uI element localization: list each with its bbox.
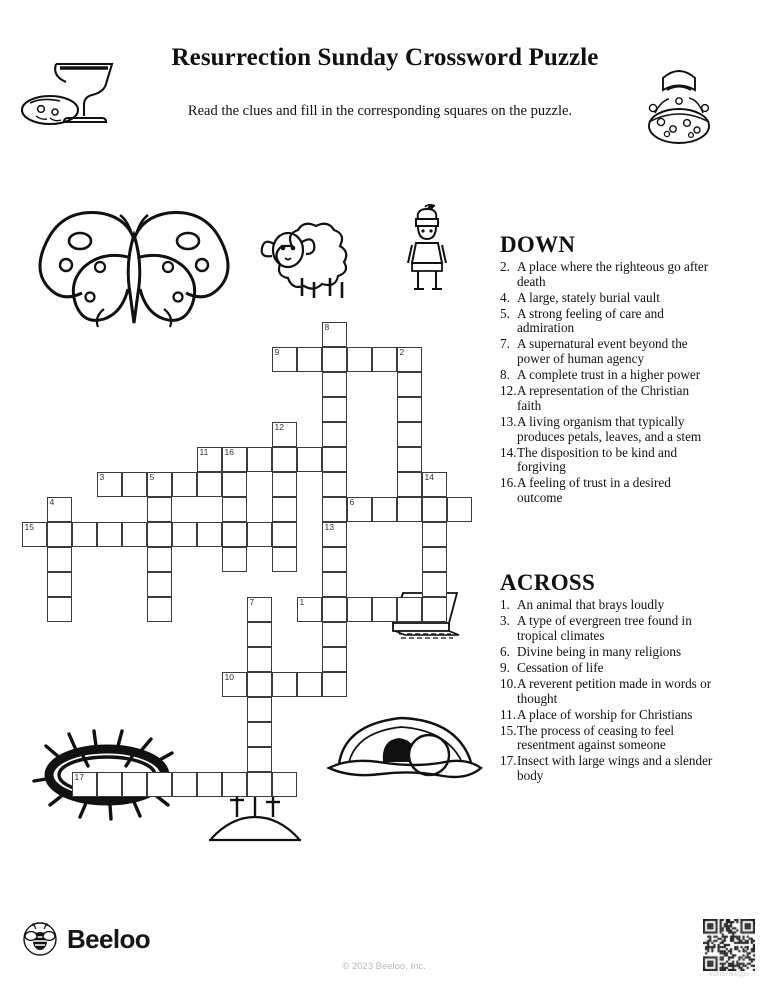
grid-cell-numbered[interactable] bbox=[97, 472, 122, 497]
grid-cell[interactable] bbox=[147, 497, 172, 522]
clue-item bbox=[500, 645, 715, 660]
grid-cell-numbered[interactable] bbox=[297, 597, 322, 622]
clue-number: 3. bbox=[500, 613, 510, 629]
clue-number: 17. bbox=[500, 753, 517, 769]
grid-cell-number: 17 bbox=[74, 772, 84, 782]
grid-cell[interactable] bbox=[397, 597, 422, 622]
across-clues-section bbox=[500, 570, 715, 785]
down-clues-section bbox=[500, 232, 715, 507]
grid-cell[interactable] bbox=[247, 647, 272, 672]
bee-icon bbox=[22, 921, 58, 957]
grid-cell[interactable] bbox=[297, 347, 322, 372]
clue-number: 10. bbox=[500, 675, 517, 691]
clue-number: 15. bbox=[500, 722, 517, 738]
grid-cell[interactable] bbox=[147, 772, 172, 797]
brand-logo bbox=[22, 921, 150, 957]
grid-cell-number: 4 bbox=[49, 497, 55, 507]
lamb-icon bbox=[258, 212, 356, 304]
grid-cell[interactable] bbox=[97, 772, 122, 797]
grid-cell[interactable] bbox=[147, 572, 172, 597]
grid-cell[interactable] bbox=[397, 372, 422, 397]
clue-item bbox=[500, 446, 715, 475]
grid-cell-numbered[interactable] bbox=[222, 672, 247, 697]
grid-cell[interactable] bbox=[297, 672, 322, 697]
clue-text: A reverent petition made in words or thought bbox=[517, 675, 712, 706]
copyright-text: © 2023 Beeloo, Inc. bbox=[342, 961, 426, 972]
grid-cell[interactable] bbox=[247, 522, 272, 547]
grid-cell[interactable] bbox=[272, 522, 297, 547]
clue-number: 11. bbox=[500, 706, 516, 722]
clue-text: Cessation of life bbox=[517, 659, 604, 675]
clue-item bbox=[500, 291, 715, 306]
grid-cell[interactable] bbox=[322, 347, 347, 372]
clue-number: 2. bbox=[500, 259, 510, 274]
clue-text: The disposition to be kind and forgiving bbox=[517, 444, 678, 475]
grid-cell[interactable] bbox=[247, 747, 272, 772]
grid-cell[interactable] bbox=[247, 672, 272, 697]
page-subtitle: Read the clues and fill in the corresponding squares on the puzzle. bbox=[187, 103, 573, 119]
grid-cell-number: 15 bbox=[24, 522, 34, 532]
grid-cell[interactable] bbox=[422, 522, 447, 547]
grid-cell-numbered[interactable] bbox=[222, 447, 247, 472]
chalice-and-bread-icon bbox=[20, 48, 120, 133]
clue-number: 4. bbox=[500, 289, 510, 305]
clue-number: 5. bbox=[500, 305, 510, 321]
grid-cell[interactable] bbox=[272, 497, 297, 522]
grid-cell[interactable] bbox=[322, 547, 347, 572]
clue-text: A type of evergreen tree found in tropical climates bbox=[517, 613, 692, 643]
grid-cell[interactable] bbox=[322, 597, 347, 622]
butterfly-icon bbox=[28, 205, 240, 350]
grid-cell[interactable] bbox=[422, 497, 447, 522]
clue-text: A large, stately burial vault bbox=[517, 289, 660, 305]
down-heading: DOWN bbox=[500, 232, 576, 257]
grid-cell-numbered[interactable] bbox=[272, 422, 297, 447]
grid-cell[interactable] bbox=[322, 622, 347, 647]
grid-cell-numbered[interactable] bbox=[347, 497, 372, 522]
clue-item bbox=[500, 724, 715, 753]
clue-text: A representation of the Christian faith bbox=[517, 383, 690, 413]
grid-cell-number: 12 bbox=[274, 422, 284, 432]
grid-cell[interactable] bbox=[322, 497, 347, 522]
grid-cell-number: 1 bbox=[299, 597, 305, 607]
grid-cell[interactable] bbox=[322, 447, 347, 472]
grid-cell[interactable] bbox=[247, 722, 272, 747]
grid-cell[interactable] bbox=[372, 347, 397, 372]
grid-cell-number: 7 bbox=[249, 597, 255, 607]
grid-cell[interactable] bbox=[447, 497, 472, 522]
grid-cell[interactable] bbox=[372, 497, 397, 522]
grid-cell[interactable] bbox=[47, 522, 72, 547]
grid-cell-numbered[interactable] bbox=[322, 322, 347, 347]
grid-cell[interactable] bbox=[197, 772, 222, 797]
easter-flower-basket-icon bbox=[633, 56, 725, 148]
grid-cell[interactable] bbox=[222, 522, 247, 547]
grid-cell-number: 10 bbox=[224, 672, 234, 682]
clue-number: 8. bbox=[500, 367, 510, 383]
grid-cell[interactable] bbox=[122, 772, 147, 797]
grid-cell-number: 5 bbox=[149, 472, 155, 482]
grid-cell[interactable] bbox=[97, 522, 122, 547]
grid-cell[interactable] bbox=[122, 522, 147, 547]
grid-cell-number: 13 bbox=[324, 522, 334, 532]
grid-cell[interactable] bbox=[147, 597, 172, 622]
grid-cell[interactable] bbox=[397, 422, 422, 447]
grid-cell[interactable] bbox=[172, 772, 197, 797]
clue-item bbox=[500, 384, 715, 413]
grid-cell[interactable] bbox=[397, 497, 422, 522]
grid-cell-numbered[interactable] bbox=[397, 347, 422, 372]
clue-item bbox=[500, 368, 715, 383]
clue-item bbox=[500, 614, 715, 643]
grid-cell[interactable] bbox=[47, 572, 72, 597]
clue-text: A strong feeling of care and admiration bbox=[517, 305, 664, 336]
grid-cell[interactable] bbox=[122, 472, 147, 497]
grid-cell-numbered[interactable] bbox=[22, 522, 47, 547]
grid-cell[interactable] bbox=[422, 597, 447, 622]
grid-cell[interactable] bbox=[272, 672, 297, 697]
grid-cell[interactable] bbox=[322, 397, 347, 422]
grid-cell[interactable] bbox=[322, 647, 347, 672]
grid-cell-number: 2 bbox=[399, 347, 405, 357]
clue-item bbox=[500, 476, 715, 505]
grid-cell[interactable] bbox=[247, 772, 272, 797]
grid-cell[interactable] bbox=[222, 547, 247, 572]
qr-code-image bbox=[703, 919, 755, 971]
down-clue-list bbox=[500, 260, 715, 506]
grid-cell[interactable] bbox=[197, 472, 222, 497]
grid-cell[interactable] bbox=[222, 772, 247, 797]
grid-cell[interactable] bbox=[322, 422, 347, 447]
clue-item bbox=[500, 260, 715, 289]
grid-cell[interactable] bbox=[47, 547, 72, 572]
grid-cell[interactable] bbox=[322, 672, 347, 697]
grid-cell[interactable] bbox=[372, 597, 397, 622]
grid-cell[interactable] bbox=[397, 447, 422, 472]
grid-cell[interactable] bbox=[272, 447, 297, 472]
grid-cell[interactable] bbox=[397, 397, 422, 422]
empty-tomb-icon bbox=[325, 710, 485, 788]
clue-number: 7. bbox=[500, 336, 510, 352]
across-clue-list bbox=[500, 598, 715, 784]
across-heading: ACROSS bbox=[500, 570, 596, 595]
grid-cell[interactable] bbox=[397, 472, 422, 497]
clue-number: 1. bbox=[500, 597, 510, 612]
clue-text: A complete trust in a higher power bbox=[517, 367, 701, 383]
grid-cell[interactable] bbox=[197, 522, 222, 547]
grid-cell[interactable] bbox=[47, 597, 72, 622]
clue-text: Insect with large wings and a slender body bbox=[517, 753, 713, 784]
clue-item bbox=[500, 415, 715, 444]
grid-cell-numbered[interactable] bbox=[72, 772, 97, 797]
grid-cell[interactable] bbox=[347, 347, 372, 372]
clue-text: Divine being in many religions bbox=[517, 643, 682, 659]
clue-item bbox=[500, 661, 715, 676]
grid-cell-numbered[interactable] bbox=[422, 472, 447, 497]
clue-number: 6. bbox=[500, 643, 510, 659]
grid-cell[interactable] bbox=[297, 447, 322, 472]
grid-cell[interactable] bbox=[272, 472, 297, 497]
grid-cell[interactable] bbox=[422, 572, 447, 597]
grid-cell[interactable] bbox=[322, 372, 347, 397]
grid-cell-numbered[interactable] bbox=[47, 497, 72, 522]
page-title: Resurrection Sunday Crossword Puzzle bbox=[171, 44, 599, 71]
clue-item bbox=[500, 337, 715, 366]
grid-cell-numbered[interactable] bbox=[147, 472, 172, 497]
grid-cell[interactable] bbox=[322, 472, 347, 497]
grid-cell-number: 3 bbox=[99, 472, 105, 482]
grid-cell-number: 6 bbox=[349, 497, 355, 507]
brand-name: Beeloo bbox=[67, 923, 151, 954]
grid-cell[interactable] bbox=[222, 472, 247, 497]
grid-cell-number: 9 bbox=[274, 347, 280, 357]
grid-cell-number: 14 bbox=[424, 472, 434, 482]
clue-number: 9. bbox=[500, 659, 510, 675]
clue-text: A place of worship for Christians bbox=[517, 706, 693, 722]
grid-cell[interactable] bbox=[247, 447, 272, 472]
grid-cell[interactable] bbox=[147, 547, 172, 572]
clue-item bbox=[500, 754, 715, 783]
grid-cell-numbered[interactable] bbox=[322, 522, 347, 547]
clue-item bbox=[500, 307, 715, 336]
grid-cell[interactable] bbox=[247, 697, 272, 722]
grid-cell-numbered[interactable] bbox=[272, 347, 297, 372]
qr-code-label: VJ2m7m4Qpo bbox=[708, 972, 750, 978]
clue-text: A living organism that typically produces petals, leaves, and a stem bbox=[517, 413, 702, 444]
clue-number: 14. bbox=[500, 444, 517, 460]
grid-cell[interactable] bbox=[272, 772, 297, 797]
clue-item bbox=[500, 708, 715, 723]
grid-cell[interactable] bbox=[247, 622, 272, 647]
grid-cell-number: 11 bbox=[199, 447, 209, 457]
clue-text: A feeling of trust in a desired outcome bbox=[517, 475, 671, 505]
grid-cell[interactable] bbox=[322, 572, 347, 597]
clue-text: A place where the righteous go after death bbox=[517, 259, 709, 289]
grid-cell-numbered[interactable] bbox=[197, 447, 222, 472]
grid-cell-numbered[interactable] bbox=[247, 597, 272, 622]
clue-number: 16. bbox=[500, 475, 517, 491]
grid-cell[interactable] bbox=[172, 472, 197, 497]
grid-cell-number: 8 bbox=[324, 322, 330, 332]
grid-cell[interactable] bbox=[72, 522, 97, 547]
grid-cell[interactable] bbox=[347, 597, 372, 622]
qr-code-block[interactable] bbox=[703, 919, 755, 978]
clue-number: 12. bbox=[500, 383, 517, 399]
clue-text: An animal that brays loudly bbox=[517, 597, 665, 612]
clue-number: 13. bbox=[500, 413, 517, 429]
clue-item bbox=[500, 677, 715, 706]
grid-cell[interactable] bbox=[172, 522, 197, 547]
clue-item bbox=[500, 598, 715, 613]
grid-cell[interactable] bbox=[222, 497, 247, 522]
grid-cell[interactable] bbox=[272, 547, 297, 572]
clue-text: The process of ceasing to feel resentment against someone bbox=[517, 722, 675, 753]
clue-text: A supernatural event beyond the power of human agency bbox=[517, 336, 688, 367]
grid-cell[interactable] bbox=[147, 522, 172, 547]
grid-cell[interactable] bbox=[422, 547, 447, 572]
grid-cell-number: 16 bbox=[224, 447, 234, 457]
roman-soldier-icon bbox=[396, 205, 458, 297]
